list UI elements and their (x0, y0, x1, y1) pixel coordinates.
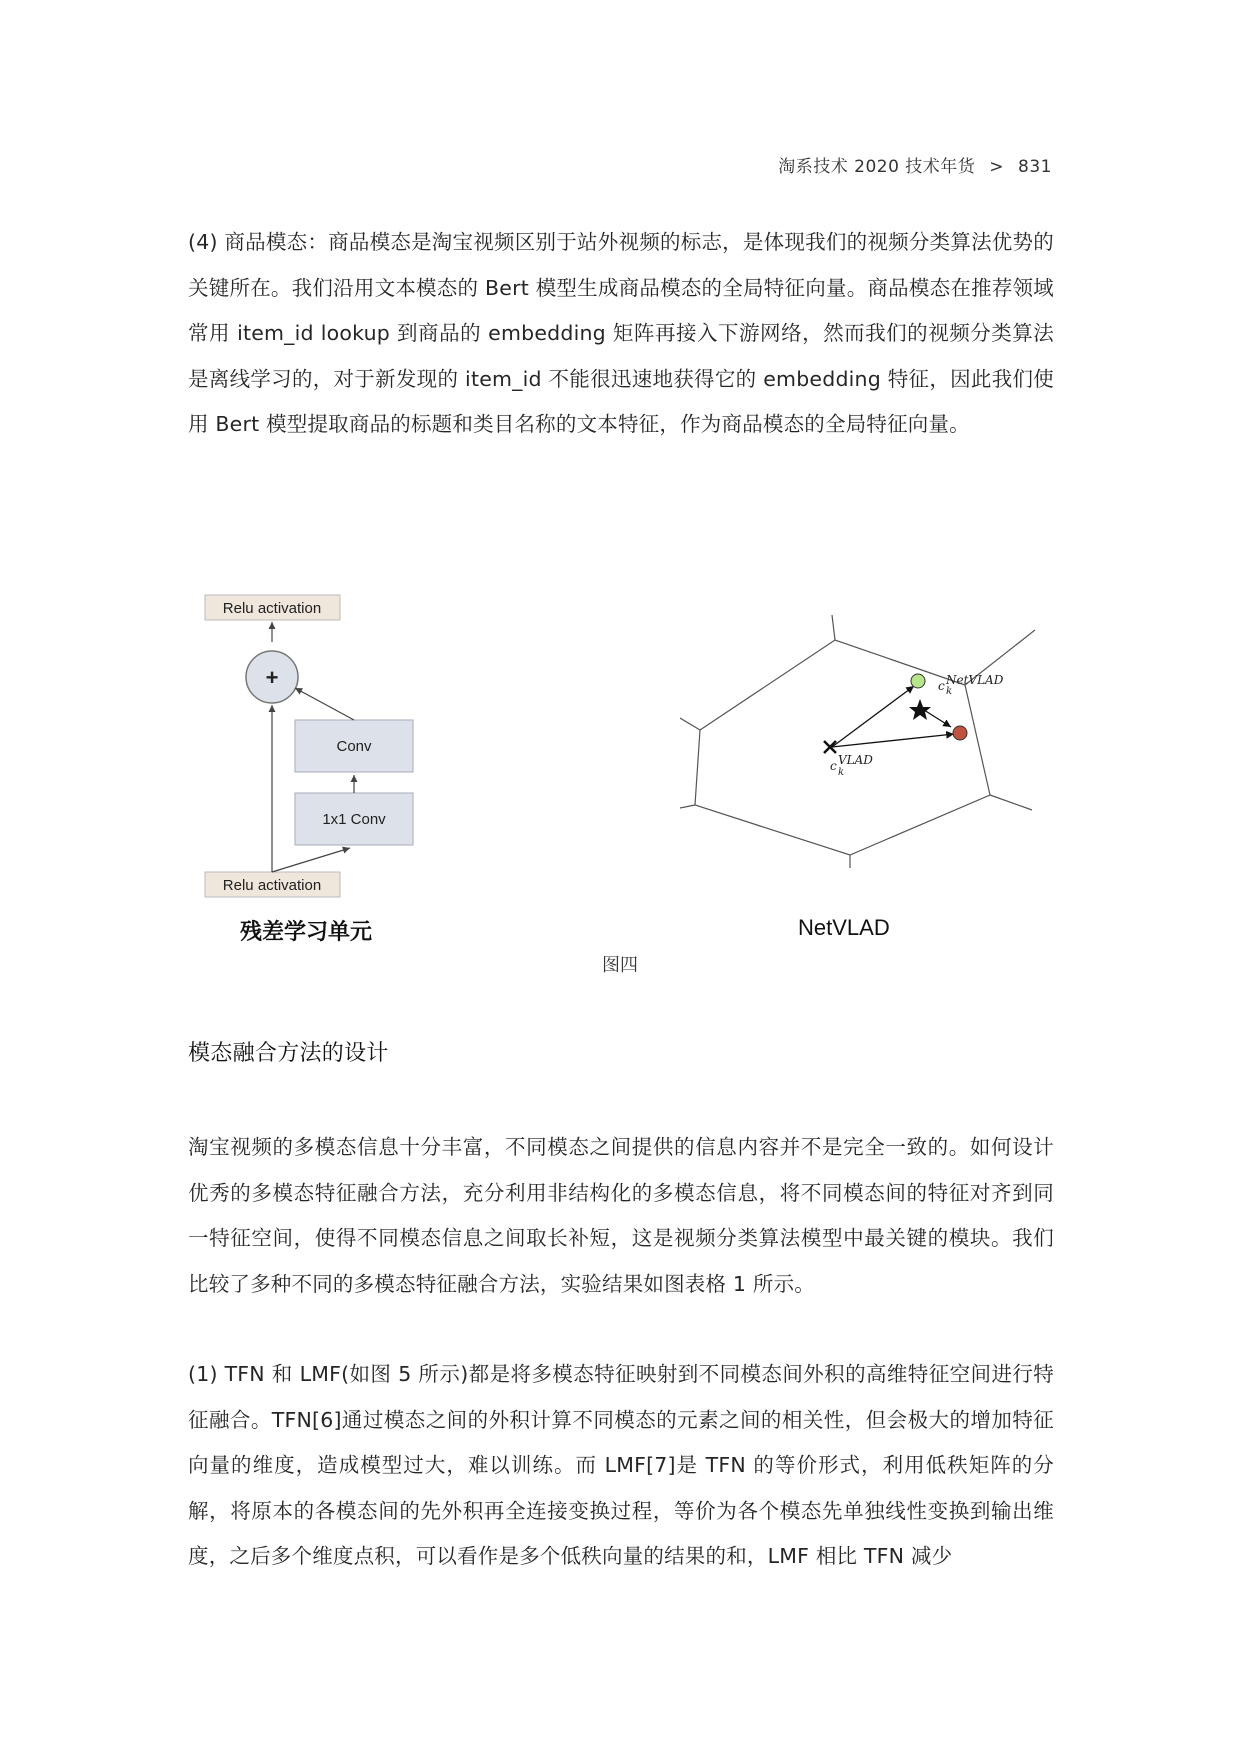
netvlad-center-symbol: c (938, 679, 945, 693)
netvlad-caption: NetVLAD (798, 915, 890, 940)
vlad-center-superscript: VLAD (838, 753, 873, 767)
relu-bottom-label: Relu activation (222, 877, 322, 894)
vlad-center-subscript: k (838, 767, 845, 778)
header-separator: > (989, 157, 1005, 177)
conv1x1-label: 1x1 Conv (322, 811, 386, 828)
cell-edge (990, 795, 1032, 810)
vlad-center-symbol: c (830, 759, 837, 773)
green-feature-point (911, 674, 925, 688)
cell-edge (680, 805, 695, 808)
arrow-relu-to-conv1x1 (272, 848, 350, 872)
netvlad-diagram (680, 610, 1040, 880)
netvlad-center-star (909, 699, 931, 720)
header-title: 淘系技术 2020 技术年货 (778, 157, 976, 177)
paragraph-fusion-intro: 淘宝视频的多模态信息十分丰富，不同模态之间提供的信息内容并不是完全一致的。如何设计优秀的多模态特征融合方法，充分利用非结构化的多模态信息，将不同模态间的特征对齐到同一特征空间，使得不同模态信息之间取长补短，这是视频分类算法模型中最关键的模块。我们比较了多种不同的多模态特征融合方法，实验结果如图表格 1 所示。 (188, 1135, 1054, 1296)
residual-unit-caption: 残差学习单元 (240, 919, 373, 944)
conv-label: Conv (336, 738, 372, 755)
arrow-star-to-red-point (924, 710, 951, 727)
paragraph-tfn-lmf: (1) TFN 和 LMF(如图 5 所示)都是将多模态特征映射到不同模态间外积的高维特征空间进行特征融合。TFN[6]通过模态之间的外积计算不同模态的元素之间的相关性，但会极大的增加特征向量的维度，造成模型过大，难以训练。而 LMF[7]是 TFN 的等价形式，利用低秩矩阵的分解，将原本的各模态间的先外积再全连接变换过程，等价为各个模态先单独线性变换到输出维度，之后多个维度点积，可以看作是多个低秩向量的结果的和，LMF 相比 TFN 减少 (188, 1362, 1054, 1568)
arrow-to-green-point (832, 686, 914, 747)
arrow-to-red-point (832, 734, 954, 747)
relu-top-label: Relu activation (222, 600, 322, 617)
figure-caption: 图四 (602, 955, 638, 976)
section-title: 模态融合方法的设计 (188, 1041, 389, 1066)
red-feature-point (953, 726, 967, 740)
paragraph-product-modality: (4) 商品模态：商品模态是淘宝视频区别于站外视频的标志，是体现我们的视频分类算法优势的关键所在。我们沿用文本模态的 Bert 模型生成商品模态的全局特征向量。商品模态在推荐领域常用 item_id lookup 到商品的 embedding 矩阵再接入下游网络，然而我们的视频分类算法是离线学习的，对于新发现的 item_id 不能很迅速地获得它的 embedding 特征，因此我们使用 Bert 模型提取商品的标题和类目名称的文本特征，作为商品模态的全局特征向量。 (188, 230, 1054, 436)
page-number: 831 (1018, 157, 1052, 177)
arrow-conv-to-sum (295, 688, 354, 720)
sum-node-label: + (265, 665, 279, 690)
running-header (778, 152, 1052, 177)
residual-unit-diagram (200, 585, 420, 905)
netvlad-center-subscript: k (946, 686, 953, 697)
cell-edge (680, 718, 700, 730)
cell-edge (832, 615, 835, 640)
netvlad-center-superscript: NetVLAD (946, 673, 1004, 687)
